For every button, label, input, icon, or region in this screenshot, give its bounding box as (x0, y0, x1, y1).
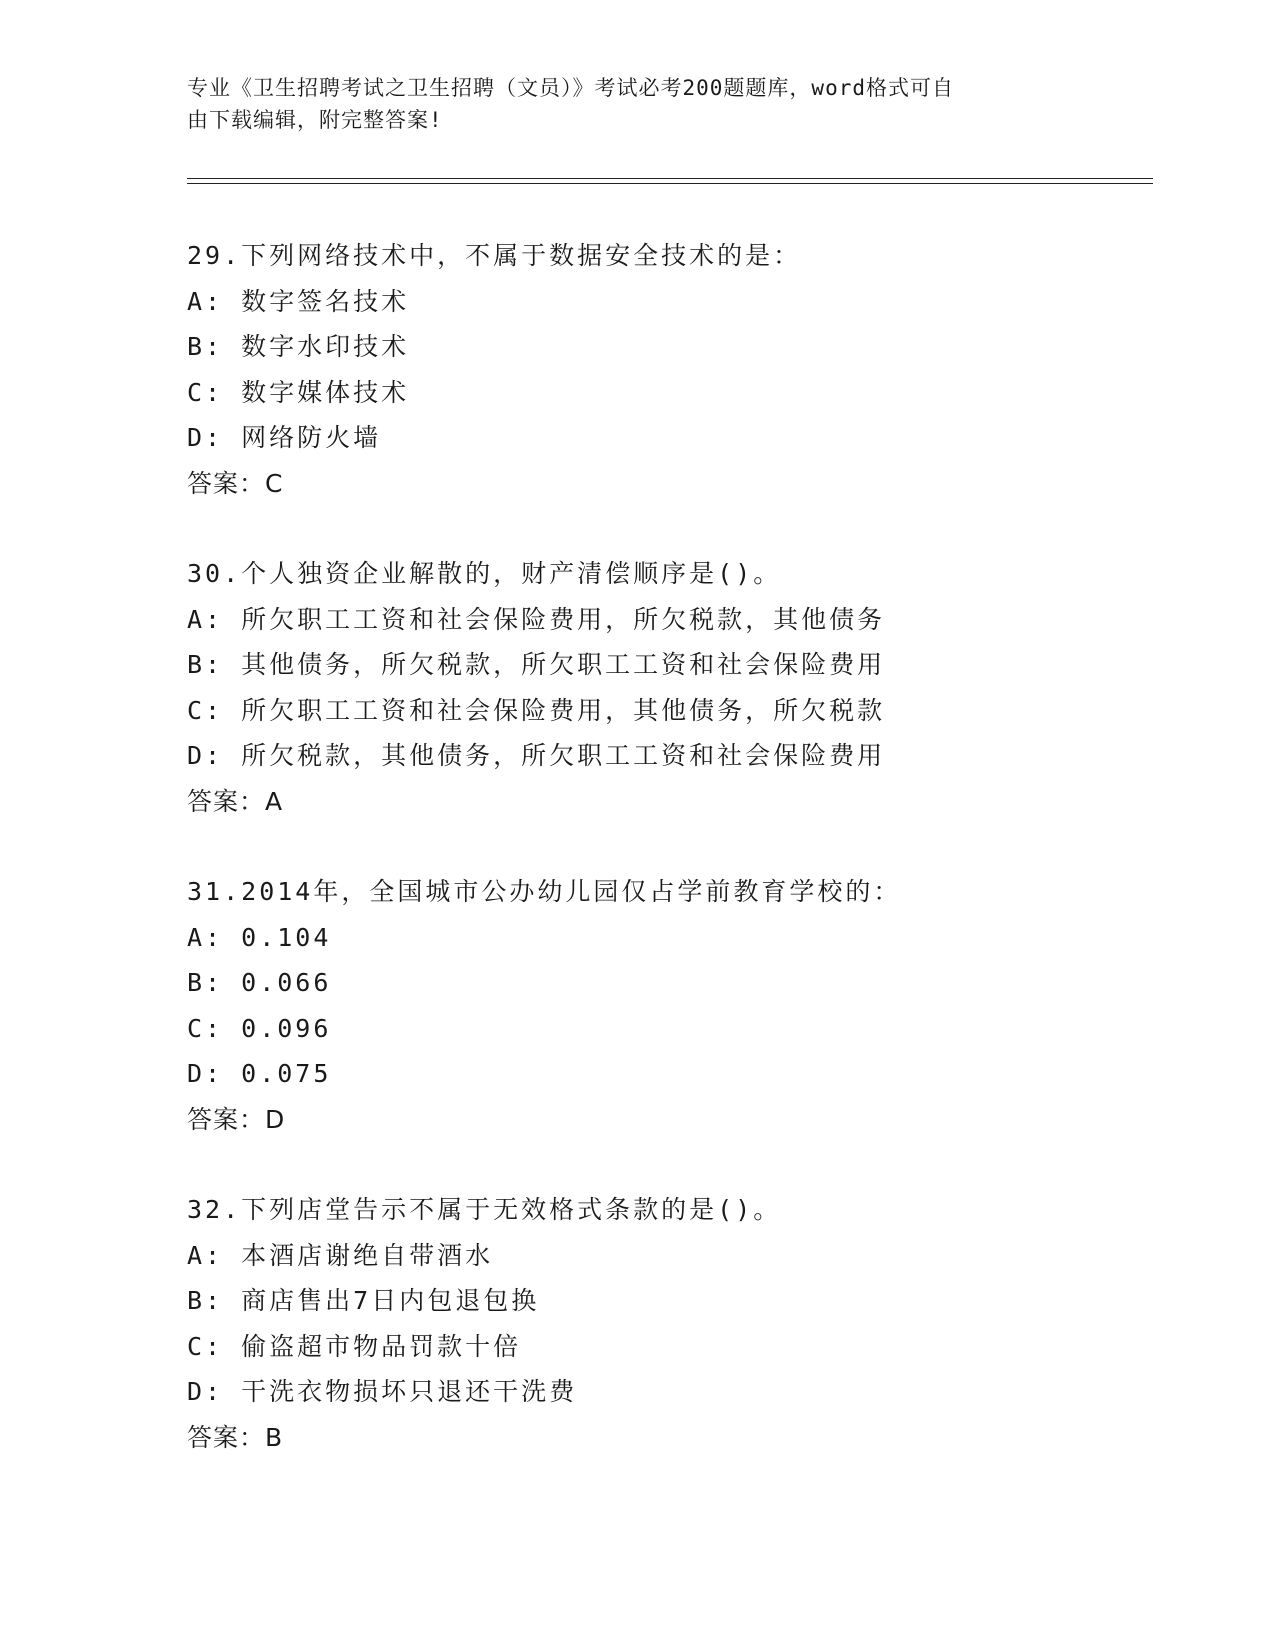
option-a: A: 0.104 (187, 922, 332, 952)
question-stem: 31.2014年，全国城市公办幼儿园仅占学前教育学校的： (187, 877, 902, 906)
option-a: A: 本酒店谢绝自带酒水 (187, 1240, 494, 1270)
option-d: D: 0.075 (187, 1059, 332, 1088)
option-b: B: 其他债务，所欠税款，所欠职工工资和社会保险费用 (187, 650, 886, 679)
header-divider (187, 178, 1153, 184)
option-a: A: 数字签名技术 (187, 286, 410, 316)
question-stem: 30.个人独资企业解散的，财产清偿顺序是()。 (187, 559, 782, 588)
option-d: D: 网络防火墙 (187, 423, 382, 452)
header-line-1: 专业《卫生招聘考试之卫生招聘（文员）》考试必考200题题库，word格式可自 (187, 76, 954, 100)
answer: 答案：B (187, 1422, 284, 1452)
option-c: C: 数字媒体技术 (187, 377, 410, 407)
question-32 (187, 1187, 1167, 1505)
option-a: A: 所欠职工工资和社会保险费用，所欠税款，其他债务 (187, 604, 886, 634)
question-stem: 32.下列店堂告示不属于无效格式条款的是()。 (187, 1195, 782, 1224)
option-b: B: 商店售出7日内包退包换 (187, 1286, 540, 1315)
option-b: B: 0.066 (187, 968, 332, 997)
question-stem: 29.下列网络技术中，不属于数据安全技术的是： (187, 241, 802, 270)
option-d: D: 所欠税款，其他债务，所欠职工工资和社会保险费用 (187, 741, 886, 770)
answer: 答案：C (187, 468, 284, 498)
question-31 (187, 869, 1167, 1187)
header-line-2: 由下载编辑，附完整答案! (187, 108, 443, 132)
option-c: C: 0.096 (187, 1013, 332, 1043)
question-30 (187, 551, 1167, 869)
answer: 答案：D (187, 1104, 286, 1134)
question-list (187, 233, 1167, 1505)
document-header (187, 72, 1067, 136)
option-c: C: 偷盗超市物品罚款十倍 (187, 1331, 522, 1361)
option-d: D: 干洗衣物损坏只退还干洗费 (187, 1377, 578, 1406)
answer: 答案：A (187, 786, 284, 816)
option-c: C: 所欠职工工资和社会保险费用，其他债务，所欠税款 (187, 695, 886, 725)
option-b: B: 数字水印技术 (187, 332, 410, 361)
question-29 (187, 233, 1167, 551)
